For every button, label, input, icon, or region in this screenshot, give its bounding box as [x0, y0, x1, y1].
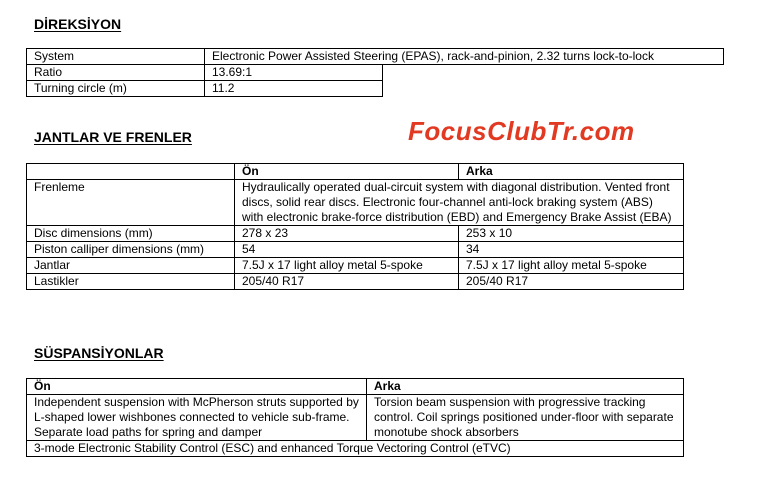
- stability-control-text: 3-mode Electronic Stability Control (ESC) and enhanced Torque Vectoring Control (eTVC): [27, 441, 684, 457]
- empty-cell: [383, 65, 724, 81]
- watermark: FocusClubTr.com: [408, 116, 635, 146]
- header-front: Ön: [27, 379, 367, 395]
- header-rear: Arka: [367, 379, 684, 395]
- empty-cell: [383, 81, 724, 97]
- direksiyon-heading: DİREKSİYON: [34, 16, 122, 32]
- row-front: 7.5J x 17 light alloy metal 5-spoke: [235, 258, 459, 274]
- row-front: 278 x 23: [235, 226, 459, 242]
- brakes-table: [26, 163, 684, 290]
- jantlar-heading: JANTLAR VE FRENLER: [34, 129, 192, 145]
- frenleme-label: Frenleme: [27, 180, 235, 226]
- frenleme-value: Hydraulically operated dual-circuit system with diagonal distribution. Vented front discs, solid rear discs. Electronic four-channel anti-lock braking system (ABS) with electronic brake-force distribution (EBD) and Emergency Brake Assist (EBA): [235, 180, 684, 226]
- table-row: [27, 274, 684, 290]
- table-row: [27, 242, 684, 258]
- rear-suspension-text: Torsion beam suspension with progressive tracking control. Coil springs positioned under-floor with separate monotube shock absorbers: [367, 395, 684, 441]
- header-front: Ön: [235, 164, 459, 180]
- header-rear: Arka: [459, 164, 684, 180]
- table-row: [27, 258, 684, 274]
- front-suspension-text: Independent suspension with McPherson struts supported by L-shaped lower wishbones connected to vehicle sub-frame. Separate load paths for spring and damper: [27, 395, 367, 441]
- row-rear: 34: [459, 242, 684, 258]
- turning-circle-label: Turning circle (m): [27, 81, 205, 97]
- table-row: [27, 379, 684, 395]
- row-rear: 253 x 10: [459, 226, 684, 242]
- turning-circle-value: 11.2: [205, 81, 383, 97]
- steering-system-label: System: [27, 49, 205, 65]
- steering-ratio-label: Ratio: [27, 65, 205, 81]
- row-label: Piston calliper dimensions (mm): [27, 242, 235, 258]
- header-empty-cell: [27, 164, 235, 180]
- table-row: [27, 81, 724, 97]
- steering-table: [26, 48, 724, 97]
- row-label: Lastikler: [27, 274, 235, 290]
- row-rear: 7.5J x 17 light alloy metal 5-spoke: [459, 258, 684, 274]
- row-front: 54: [235, 242, 459, 258]
- suspansiyon-heading: SÜSPANSİYONLAR: [34, 345, 164, 361]
- table-row: [27, 441, 684, 457]
- suspension-table: [26, 378, 684, 457]
- row-rear: 205/40 R17: [459, 274, 684, 290]
- table-row: [27, 164, 684, 180]
- table-row: [27, 180, 684, 226]
- steering-system-value: Electronic Power Assisted Steering (EPAS), rack-and-pinion, 2.32 turns lock-to-lock: [205, 49, 724, 65]
- steering-ratio-value: 13.69:1: [205, 65, 383, 81]
- table-row: [27, 65, 724, 81]
- table-row: [27, 395, 684, 441]
- table-row: [27, 226, 684, 242]
- table-row: [27, 49, 724, 65]
- row-front: 205/40 R17: [235, 274, 459, 290]
- row-label: Disc dimensions (mm): [27, 226, 235, 242]
- row-label: Jantlar: [27, 258, 235, 274]
